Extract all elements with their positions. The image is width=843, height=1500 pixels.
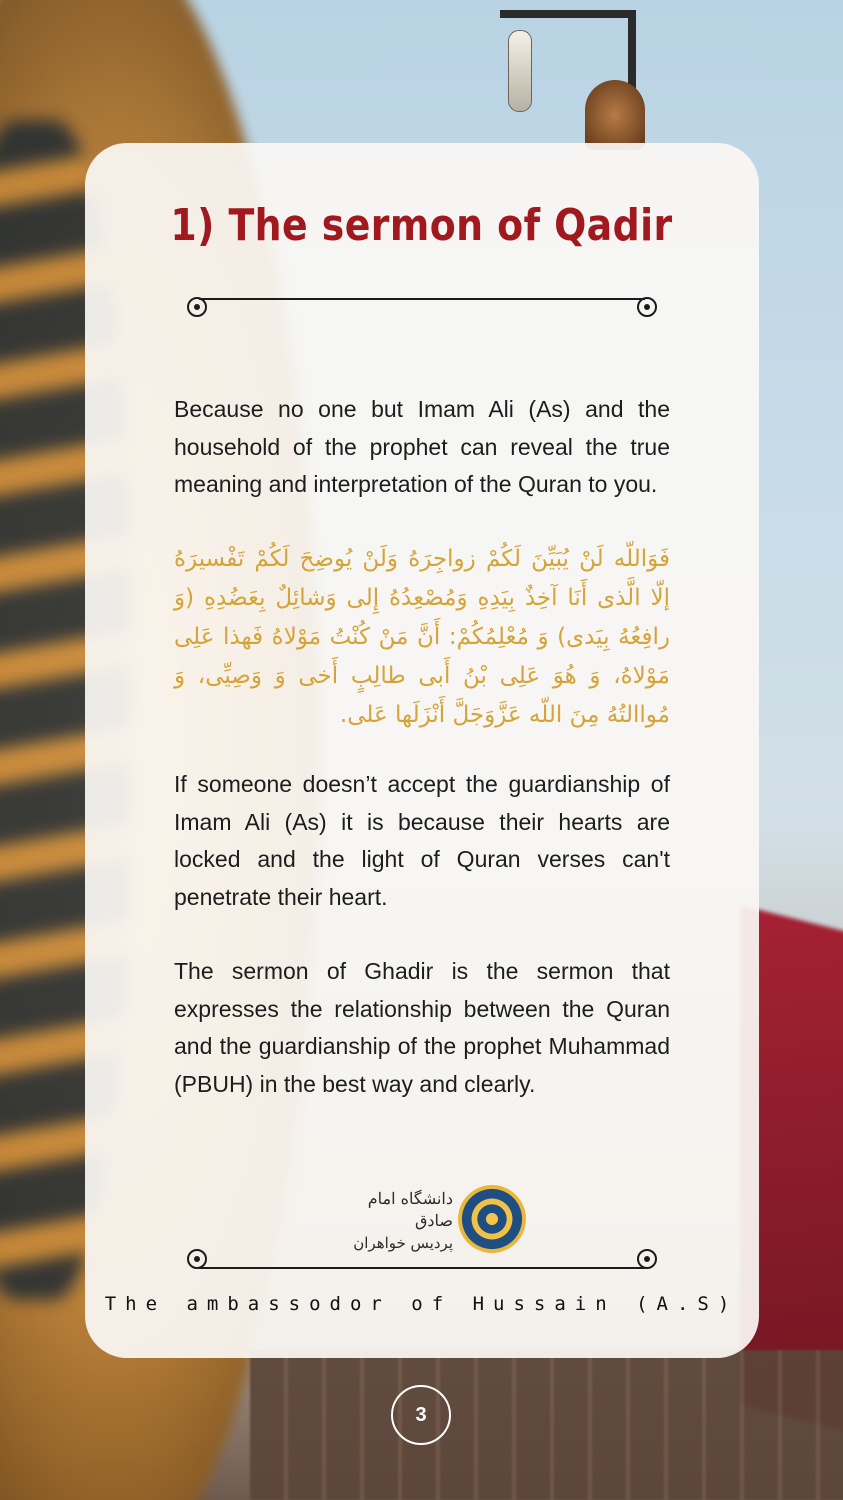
lamp-bulb xyxy=(508,30,532,112)
divider-ornament-right-icon xyxy=(637,1249,657,1269)
footer-tagline: The ambassodor of Hussain (A.S) xyxy=(104,1293,739,1315)
page-title: 1) The sermon of Qadir xyxy=(170,200,673,251)
divider-ornament-right-icon xyxy=(637,297,657,317)
top-divider xyxy=(187,298,657,322)
page-number-badge: 3 xyxy=(391,1385,451,1445)
divider-ornament-left-icon xyxy=(187,1249,207,1269)
logo-text-line2: پردیس خواهران xyxy=(353,1234,453,1252)
divider-line xyxy=(199,298,645,300)
bottom-divider xyxy=(187,1249,657,1273)
paragraph-guardianship: If someone doesn’t accept the guardianship of Imam Ali (As) it is because their hearts are locked and the light of Quran verses can't penetrate their heart. xyxy=(174,771,670,910)
content-card xyxy=(85,143,759,1358)
university-logo-text xyxy=(335,1188,453,1254)
logo-text-line1: دانشگاه امام صادق xyxy=(367,1189,453,1230)
lamp-arm xyxy=(500,10,634,18)
divider-line xyxy=(199,1267,645,1269)
dome-finial xyxy=(585,80,645,150)
paragraph-intro: Because no one but Imam Ali (As) and the household of the prophet can reveal the true meaning and interpretation of the Quran to you. xyxy=(174,396,670,497)
university-emblem-icon xyxy=(458,1185,526,1253)
paragraph-sermon: The sermon of Ghadir is the sermon that expresses the relationship between the Quran and the guardianship of the prophet Muhammad (PBUH) in the best way and clearly. xyxy=(174,958,670,1097)
arabic-quote: فَوَاللّه لَنْ يُبَيِّنَ لَكُمْ زواجِرَهُ وَلَنْ يُوضِحَ لَكُمْ تَفْسيرَهُ إلّا الَّذى أَنَا آخِذٌ بِيَدِهِ وَمُصْعِدُهُ إِلى وَشائِلٌ بِعَضُدِهِ (وَ رافِعُهُ بِيَدى) وَ مُعْلِمُكُمْ: أَنَّ مَنْ كُنْتُ مَوْلاهُ فَهذا عَلِى مَوْلاهُ، وَ هُوَ عَلِى بْنُ أَبى طالِبٍ أَخى وَ وَصِيِّى، وَ مُواالتُهُ مِنَ اللّه عَزَّوَجَلَّ أَنْزَلَها عَلى. xyxy=(174,546,670,728)
brick-roof xyxy=(250,1350,843,1500)
divider-ornament-left-icon xyxy=(187,297,207,317)
